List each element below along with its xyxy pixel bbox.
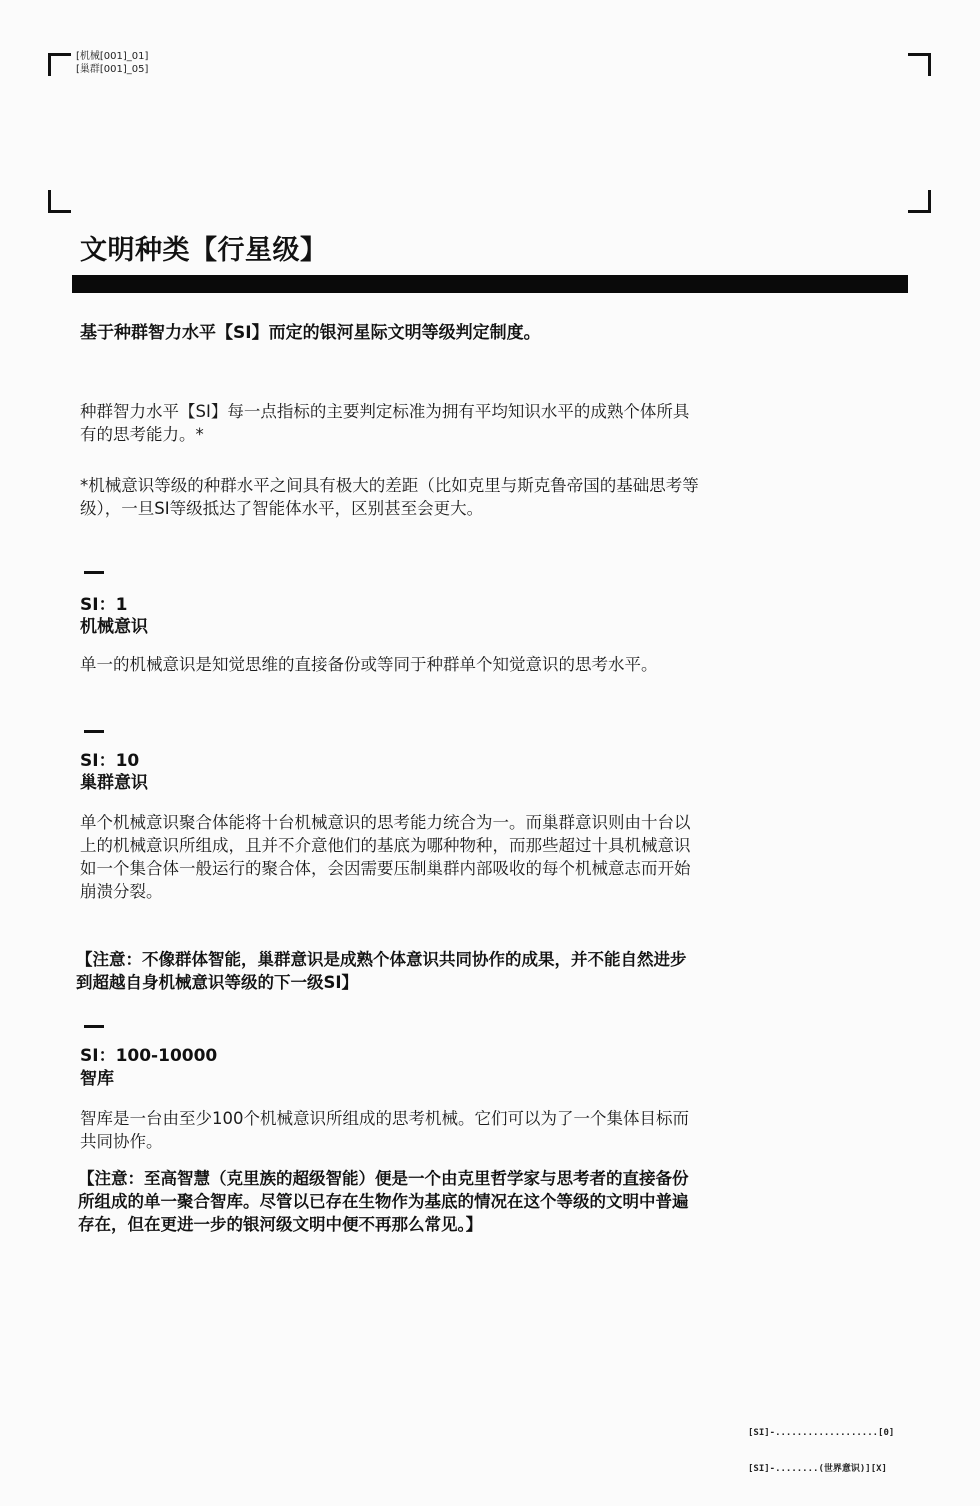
si-level-note: 【注意：至高智慧（克里族的超级智能）便是一个由克里哲学家与思考者的直接备份所组成的单一聚合智库。尽管以已存在生物作为基底的情况在这个等级的文明中普遍存在，但在更进一步的银河级文明中便不再那么常见。】 — [78, 1169, 689, 1234]
si-level-name: 智库 — [80, 1069, 114, 1089]
header-code-2: [巢群[001]_05] — [76, 64, 149, 75]
si-level-name: 机械意识 — [80, 617, 148, 637]
title-divider-bar — [72, 275, 908, 293]
header-code-1: [机械[001]_01] — [76, 51, 149, 62]
footer-code-2: [SI]-........(世界意识)][X] — [748, 1464, 887, 1474]
page-title: 文明种类【行星级】 — [80, 235, 328, 266]
corner-mark-top-left — [48, 53, 71, 76]
section-dash — [84, 571, 104, 574]
si-level-label: SI：100-10000 — [80, 1046, 218, 1066]
si-level-note: 【注意：不像群体智能，巢群意识是成熟个体意识共同协作的成果，并不能自然进步到超越自身机械意识等级的下一级SI】 — [76, 950, 687, 992]
header-codes — [76, 50, 148, 76]
si-level-description: 单个机械意识聚合体能将十台机械意识的思考能力统合为一。而巢群意识则由十台以上的机械意识所组成，且并不介意他们的基底为哪种物种，而那些超过十具机械意识如一个集合体一般运行的聚合体，会因需要压制巢群内部吸收的每个机械意志而开始崩溃分裂。 — [80, 813, 691, 901]
si-level-label: SI：10 — [80, 751, 140, 771]
si-level-description: 智库是一台由至少100个机械意识所组成的思考机械。它们可以为了一个集体目标而共同协作。 — [80, 1109, 689, 1151]
corner-mark-bottom-left — [48, 190, 71, 213]
page-subtitle: 基于种群智力水平【SI】而定的银河星际文明等级判定制度。 — [80, 323, 541, 343]
si-level-name: 巢群意识 — [80, 773, 148, 793]
intro-paragraph-2: *机械意识等级的种群水平之间具有极大的差距（比如克里与斯克鲁帝国的基础思考等级），一旦SI等级抵达了智能体水平，区别甚至会更大。 — [80, 476, 699, 518]
intro-paragraph-1: 种群智力水平【SI】每一点指标的主要判定标准为拥有平均知识水平的成熟个体所具有的思考能力。* — [80, 402, 690, 444]
corner-mark-top-right — [908, 53, 931, 76]
section-dash — [84, 730, 104, 733]
si-level-label: SI：1 — [80, 595, 128, 615]
section-dash — [84, 1025, 104, 1028]
si-level-description: 单一的机械意识是知觉思维的直接备份或等同于种群单个知觉意识的思考水平。 — [80, 655, 658, 674]
footer-codes — [748, 1403, 894, 1499]
corner-mark-bottom-right — [908, 190, 931, 213]
footer-code-1: [SI]-...................[0] — [748, 1428, 895, 1438]
